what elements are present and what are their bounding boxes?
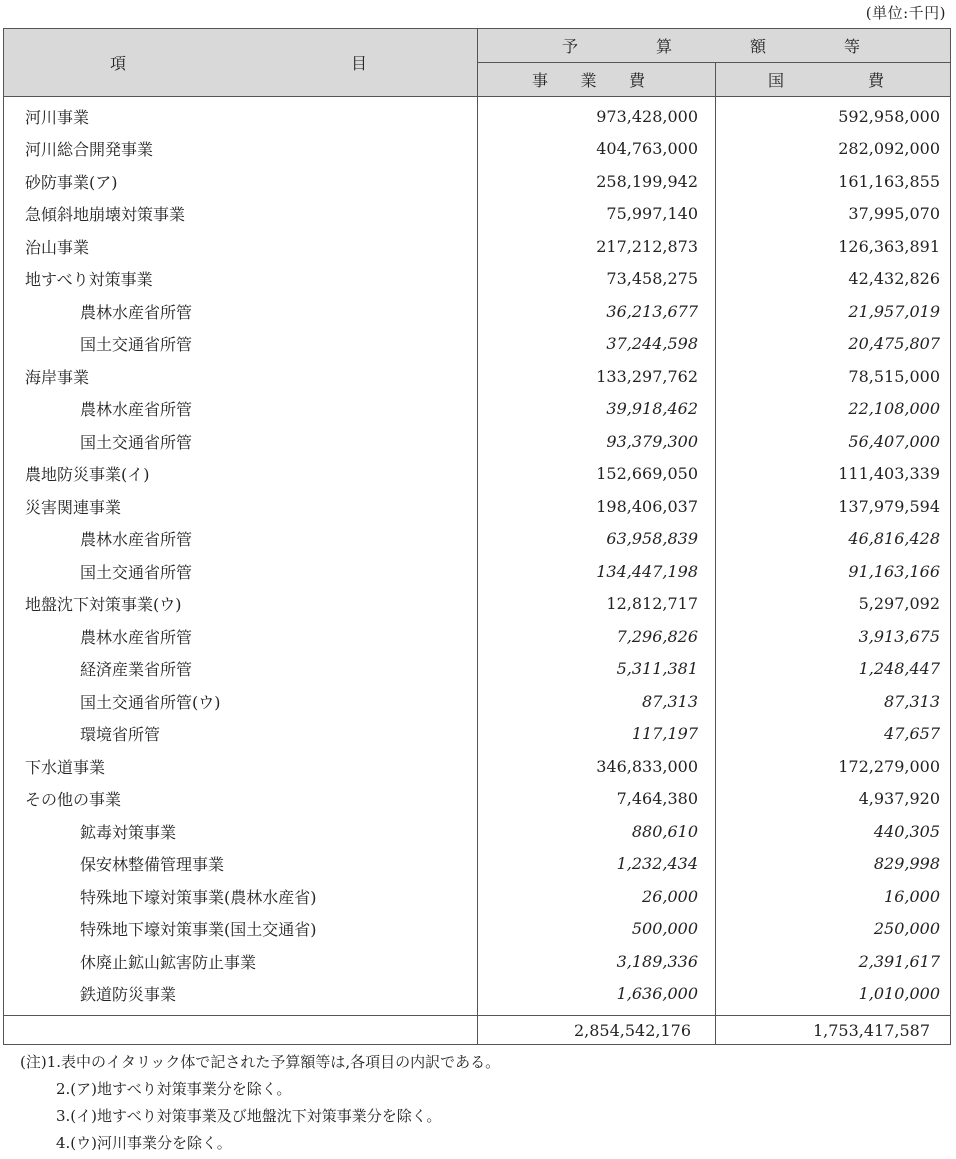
project-cost-header-char: 費 — [628, 71, 645, 90]
subtotal-row — [4, 328, 951, 361]
row-item-name: 国土交通省所管 — [4, 555, 478, 588]
subtotal-row — [4, 425, 951, 458]
national-cost-header — [716, 63, 951, 97]
footnote: 3.(イ)地すべり対策事業及び地盤沈下対策事業分を除く。 — [56, 1107, 442, 1125]
footnote: 4.(ウ)河川事業分を除く。 — [56, 1134, 232, 1152]
row-national-cost: 282,092,000 — [716, 133, 951, 166]
row-item-name: 農地防災事業(イ) — [4, 458, 478, 491]
table-row — [4, 588, 951, 621]
subtotal-row — [4, 978, 951, 1016]
row-project-cost: 5,311,381 — [478, 653, 716, 686]
national-cost-header-char: 国 — [768, 71, 785, 90]
row-project-cost: 880,610 — [478, 815, 716, 848]
subtotal-row — [4, 653, 951, 686]
row-project-cost: 117,197 — [478, 718, 716, 751]
row-project-cost: 500,000 — [478, 913, 716, 946]
row-item-name: 国土交通省所管 — [4, 425, 478, 458]
row-item-name: 環境省所管 — [4, 718, 478, 751]
item-column-header — [4, 29, 478, 97]
row-national-cost: 56,407,000 — [716, 425, 951, 458]
subtotal-row — [4, 685, 951, 718]
row-item-name: 急傾斜地崩壊対策事業 — [4, 198, 478, 231]
footnote: 2.(ア)地すべり対策事業分を除く。 — [56, 1080, 292, 1098]
row-national-cost: 78,515,000 — [716, 360, 951, 393]
table-row — [4, 133, 951, 166]
row-project-cost: 75,997,140 — [478, 198, 716, 231]
table-row — [4, 458, 951, 491]
row-item-name: 休廃止鉱山鉱害防止事業 — [4, 945, 478, 978]
item-header-char: 目 — [350, 54, 367, 73]
subtotal-row — [4, 913, 951, 946]
row-national-cost: 5,297,092 — [716, 588, 951, 621]
row-project-cost: 39,918,462 — [478, 393, 716, 426]
row-project-cost: 134,447,198 — [478, 555, 716, 588]
total-row — [4, 1016, 951, 1045]
subtotal-row — [4, 718, 951, 751]
table-row — [4, 360, 951, 393]
national-cost-header-char: 費 — [867, 71, 884, 90]
subtotal-row — [4, 880, 951, 913]
budget-header-char: 等 — [843, 37, 860, 56]
row-project-cost: 973,428,000 — [478, 97, 716, 133]
row-project-cost: 73,458,275 — [478, 263, 716, 296]
row-item-name: 特殊地下壕対策事業(農林水産省) — [4, 880, 478, 913]
row-national-cost: 172,279,000 — [716, 750, 951, 783]
row-national-cost: 87,313 — [716, 685, 951, 718]
table-row — [4, 230, 951, 263]
row-item-name: 海岸事業 — [4, 360, 478, 393]
row-item-name: 農林水産省所管 — [4, 295, 478, 328]
total-national-cost: 1,753,417,587 — [716, 1016, 951, 1045]
row-item-name: 特殊地下壕対策事業(国土交通省) — [4, 913, 478, 946]
row-national-cost: 111,403,339 — [716, 458, 951, 491]
row-project-cost: 7,464,380 — [478, 783, 716, 816]
row-project-cost: 87,313 — [478, 685, 716, 718]
table-row — [4, 165, 951, 198]
project-cost-header-char: 業 — [580, 71, 597, 90]
row-item-name: 農林水産省所管 — [4, 620, 478, 653]
row-item-name: 経済産業省所管 — [4, 653, 478, 686]
row-item-name: 地すべり対策事業 — [4, 263, 478, 296]
row-national-cost: 1,010,000 — [716, 978, 951, 1016]
subtotal-row — [4, 945, 951, 978]
row-national-cost: 161,163,855 — [716, 165, 951, 198]
project-cost-header-char: 事 — [532, 71, 549, 90]
row-item-name: 鉄道防災事業 — [4, 978, 478, 1016]
row-national-cost: 829,998 — [716, 848, 951, 881]
footnotes — [20, 1049, 500, 1157]
budget-header-char: 算 — [655, 37, 672, 56]
subtotal-row — [4, 523, 951, 556]
subtotal-row — [4, 555, 951, 588]
row-project-cost: 152,669,050 — [478, 458, 716, 491]
budget-header-char: 額 — [749, 37, 766, 56]
row-item-name: 保安林整備管理事業 — [4, 848, 478, 881]
row-item-name: 災害関連事業 — [4, 490, 478, 523]
row-national-cost: 22,108,000 — [716, 393, 951, 426]
row-item-name: 河川総合開発事業 — [4, 133, 478, 166]
row-national-cost: 3,913,675 — [716, 620, 951, 653]
row-national-cost: 21,957,019 — [716, 295, 951, 328]
row-project-cost: 1,636,000 — [478, 978, 716, 1016]
budget-group-header — [478, 29, 951, 63]
table-row — [4, 198, 951, 231]
row-item-name: その他の事業 — [4, 783, 478, 816]
row-item-name: 農林水産省所管 — [4, 393, 478, 426]
row-national-cost: 20,475,807 — [716, 328, 951, 361]
subtotal-row — [4, 848, 951, 881]
row-project-cost: 7,296,826 — [478, 620, 716, 653]
row-national-cost: 592,958,000 — [716, 97, 951, 133]
row-national-cost: 2,391,617 — [716, 945, 951, 978]
row-national-cost: 42,432,826 — [716, 263, 951, 296]
table-body — [4, 97, 951, 1016]
footnote: (注)1.表中のイタリック体で記された予算額等は,各項目の内訳である。 — [20, 1053, 501, 1071]
row-project-cost: 217,212,873 — [478, 230, 716, 263]
row-project-cost: 258,199,942 — [478, 165, 716, 198]
row-project-cost: 37,244,598 — [478, 328, 716, 361]
table-row — [4, 263, 951, 296]
subtotal-row — [4, 393, 951, 426]
total-label — [4, 1016, 478, 1045]
row-item-name: 治山事業 — [4, 230, 478, 263]
row-project-cost: 1,232,434 — [478, 848, 716, 881]
row-national-cost: 137,979,594 — [716, 490, 951, 523]
subtotal-row — [4, 295, 951, 328]
unit-label: (単位:千円) — [865, 4, 946, 22]
project-cost-header — [478, 63, 716, 97]
row-national-cost: 91,163,166 — [716, 555, 951, 588]
row-item-name: 地盤沈下対策事業(ウ) — [4, 588, 478, 621]
row-national-cost: 37,995,070 — [716, 198, 951, 231]
row-project-cost: 12,812,717 — [478, 588, 716, 621]
budget-table — [3, 28, 951, 1045]
row-item-name: 砂防事業(ア) — [4, 165, 478, 198]
row-item-name: 国土交通省所管(ウ) — [4, 685, 478, 718]
subtotal-row — [4, 815, 951, 848]
row-national-cost: 4,937,920 — [716, 783, 951, 816]
row-project-cost: 63,958,839 — [478, 523, 716, 556]
row-project-cost: 198,406,037 — [478, 490, 716, 523]
row-project-cost: 36,213,677 — [478, 295, 716, 328]
row-national-cost: 250,000 — [716, 913, 951, 946]
row-national-cost: 16,000 — [716, 880, 951, 913]
row-national-cost: 46,816,428 — [716, 523, 951, 556]
row-project-cost: 26,000 — [478, 880, 716, 913]
budget-header-char: 予 — [562, 37, 579, 56]
row-item-name: 国土交通省所管 — [4, 328, 478, 361]
item-header-char: 項 — [110, 54, 127, 73]
row-item-name: 鉱毒対策事業 — [4, 815, 478, 848]
table-row — [4, 750, 951, 783]
row-project-cost: 346,833,000 — [478, 750, 716, 783]
row-national-cost: 47,657 — [716, 718, 951, 751]
subtotal-row — [4, 620, 951, 653]
table-row — [4, 783, 951, 816]
row-project-cost: 93,379,300 — [478, 425, 716, 458]
table-row — [4, 97, 951, 133]
row-project-cost: 133,297,762 — [478, 360, 716, 393]
row-item-name: 下水道事業 — [4, 750, 478, 783]
row-project-cost: 3,189,336 — [478, 945, 716, 978]
row-national-cost: 1,248,447 — [716, 653, 951, 686]
row-national-cost: 126,363,891 — [716, 230, 951, 263]
total-project-cost: 2,854,542,176 — [478, 1016, 716, 1045]
row-item-name: 農林水産省所管 — [4, 523, 478, 556]
table-row — [4, 490, 951, 523]
row-item-name: 河川事業 — [4, 97, 478, 133]
row-project-cost: 404,763,000 — [478, 133, 716, 166]
row-national-cost: 440,305 — [716, 815, 951, 848]
